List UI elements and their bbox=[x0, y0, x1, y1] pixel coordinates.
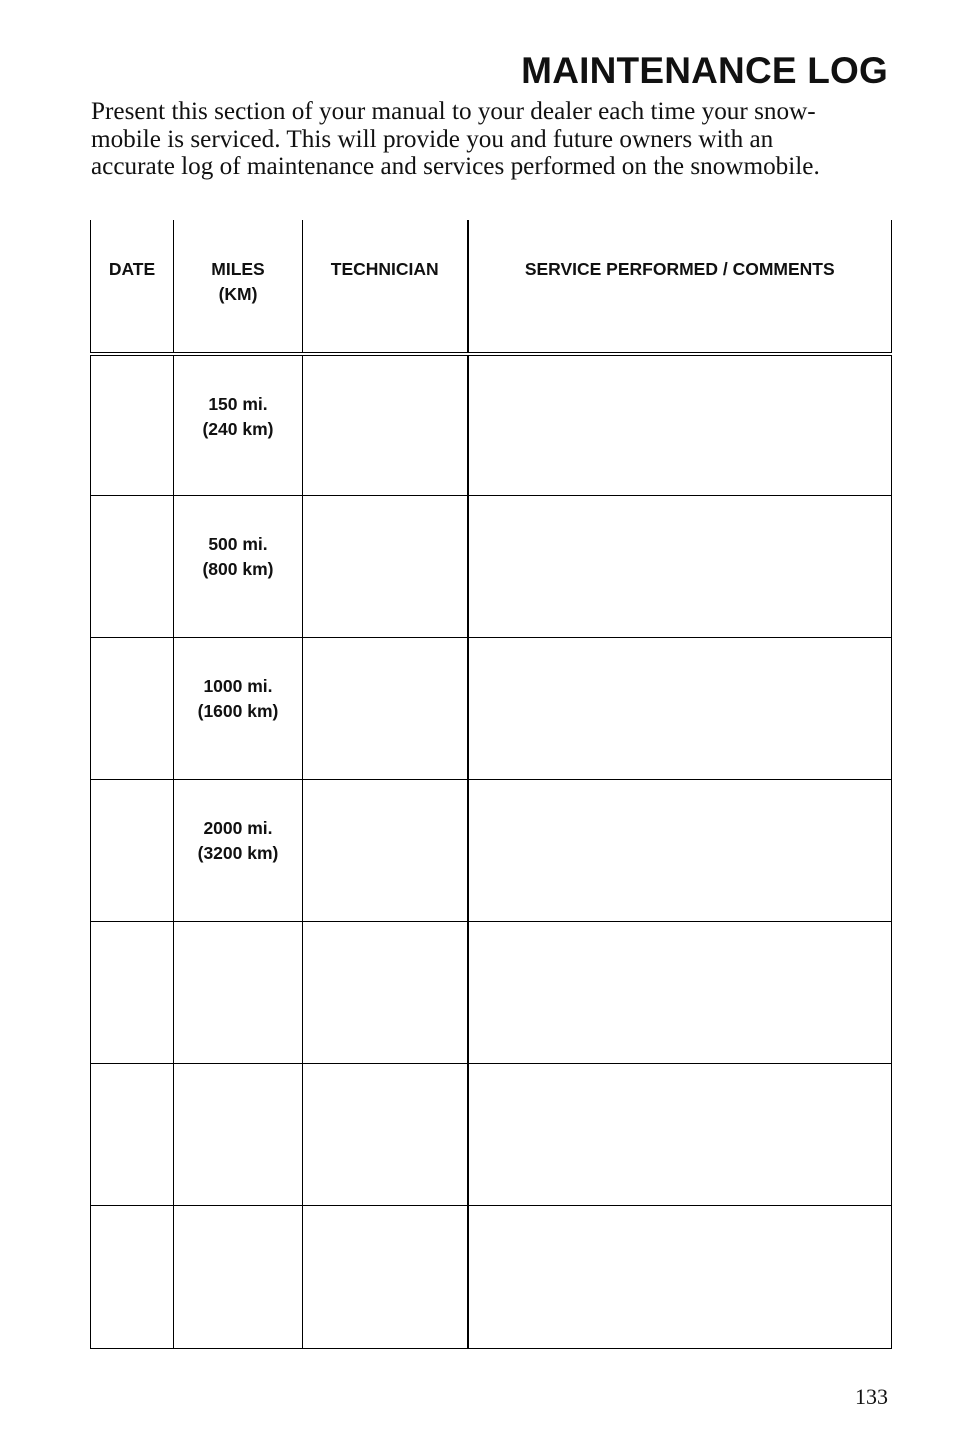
table-row bbox=[91, 1206, 892, 1349]
service-cell[interactable] bbox=[468, 780, 892, 922]
service-cell[interactable] bbox=[468, 1206, 892, 1349]
miles-header-label: MILES bbox=[211, 259, 265, 279]
km-value: (240 km) bbox=[202, 418, 274, 439]
intro-line: mobile is serviced. This will provide you and future owners with an bbox=[91, 125, 774, 153]
miles-value: 500 mi. bbox=[208, 534, 268, 555]
table-row bbox=[91, 354, 892, 496]
date-cell[interactable] bbox=[91, 354, 174, 496]
mileage-cell bbox=[174, 496, 303, 638]
date-cell[interactable] bbox=[91, 638, 174, 780]
maintenance-log-table bbox=[90, 214, 892, 1349]
page-number: 133 bbox=[855, 1384, 888, 1409]
mileage-cell[interactable] bbox=[174, 1206, 303, 1349]
intro-paragraph bbox=[91, 98, 891, 181]
technician-cell[interactable] bbox=[303, 496, 468, 638]
page-title: MAINTENANCE LOG bbox=[521, 50, 888, 91]
km-value: (3200 km) bbox=[197, 843, 279, 864]
intro-line: accurate log of maintenance and services performed on the snowmobile. bbox=[91, 153, 820, 180]
service-cell[interactable] bbox=[468, 922, 892, 1064]
mileage-cell bbox=[174, 780, 303, 922]
service-cell[interactable] bbox=[468, 1064, 892, 1206]
date-column-header: DATE bbox=[91, 217, 174, 354]
miles-value: 2000 mi. bbox=[203, 818, 273, 839]
technician-cell[interactable] bbox=[303, 780, 468, 922]
table-row bbox=[91, 922, 892, 1064]
km-header-label: (KM) bbox=[218, 284, 258, 304]
technician-column-header: TECHNICIAN bbox=[303, 217, 468, 354]
km-value: (1600 km) bbox=[197, 701, 279, 722]
technician-cell[interactable] bbox=[303, 922, 468, 1064]
technician-cell[interactable] bbox=[303, 1064, 468, 1206]
table-row bbox=[91, 780, 892, 922]
table-row bbox=[91, 638, 892, 780]
technician-cell[interactable] bbox=[303, 638, 468, 780]
miles-column-header bbox=[174, 217, 303, 354]
technician-cell[interactable] bbox=[303, 354, 468, 496]
table-header-row bbox=[91, 217, 892, 354]
miles-value: 1000 mi. bbox=[203, 676, 273, 697]
date-cell[interactable] bbox=[91, 922, 174, 1064]
technician-cell[interactable] bbox=[303, 1206, 468, 1349]
mileage-cell[interactable] bbox=[174, 922, 303, 1064]
mileage-cell bbox=[174, 354, 303, 496]
table-row bbox=[91, 496, 892, 638]
intro-line: Present this section of your manual to your dealer each time your snow- bbox=[91, 98, 816, 125]
service-cell[interactable] bbox=[468, 638, 892, 780]
table-row bbox=[91, 1064, 892, 1206]
service-column-header: SERVICE PERFORMED / COMMENTS bbox=[468, 217, 892, 354]
mileage-cell[interactable] bbox=[174, 1064, 303, 1206]
mileage-cell bbox=[174, 638, 303, 780]
service-cell[interactable] bbox=[468, 354, 892, 496]
date-cell[interactable] bbox=[91, 780, 174, 922]
date-cell[interactable] bbox=[91, 1206, 174, 1349]
date-cell[interactable] bbox=[91, 1064, 174, 1206]
date-cell[interactable] bbox=[91, 496, 174, 638]
km-value: (800 km) bbox=[202, 559, 274, 580]
miles-value: 150 mi. bbox=[208, 393, 268, 414]
service-cell[interactable] bbox=[468, 496, 892, 638]
